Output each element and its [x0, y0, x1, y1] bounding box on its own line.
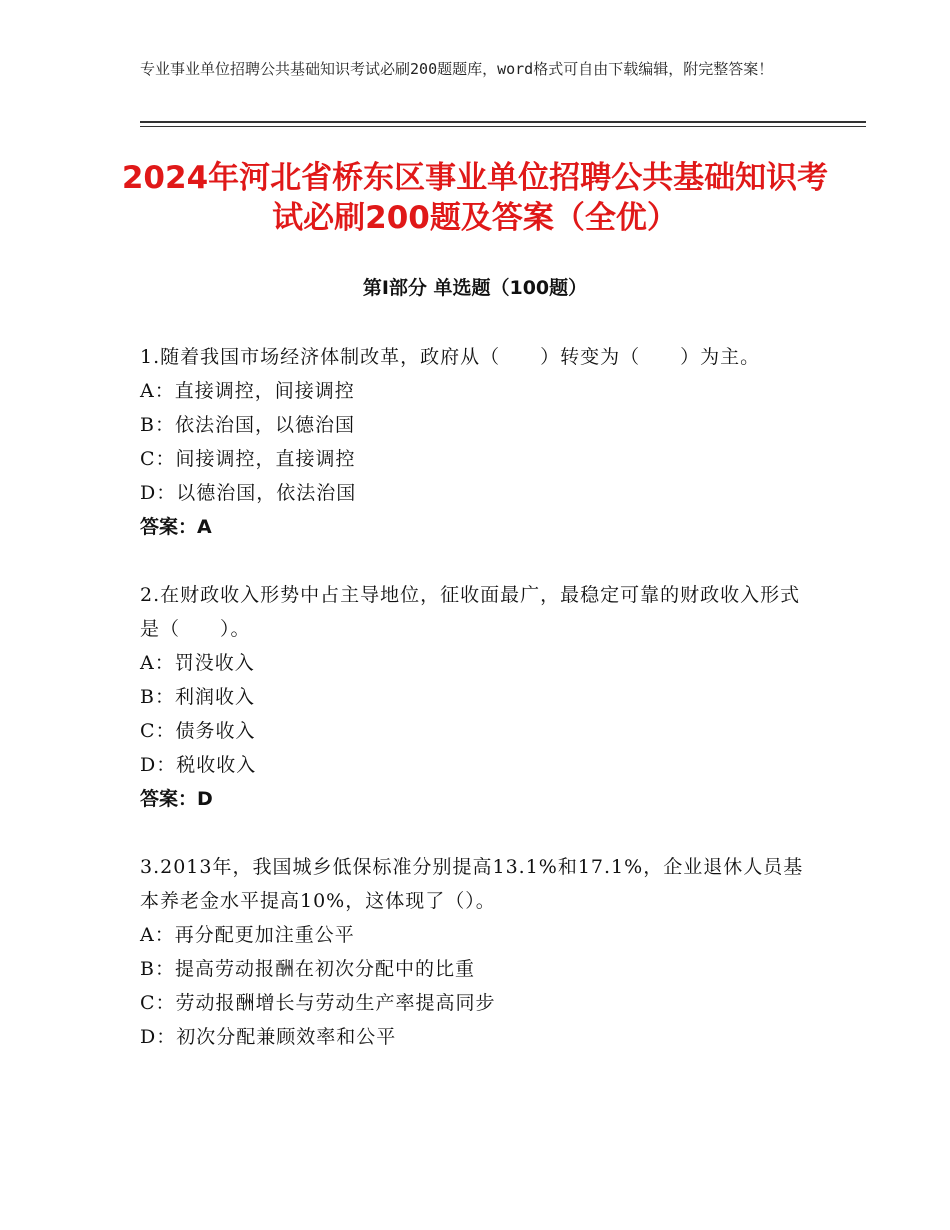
- document-title: 2024年河北省桥东区事业单位招聘公共基础知识考试必刷200题及答案（全优）: [121, 160, 829, 236]
- option-d: D：初次分配兼顾效率和公平: [140, 1026, 397, 1048]
- option-a: A：再分配更加注重公平: [140, 924, 355, 946]
- option-c: C：债务收入: [140, 720, 256, 742]
- option-c: C：劳动报酬增长与劳动生产率提高同步: [140, 992, 496, 1014]
- question-list: [140, 340, 810, 1088]
- option-a: A：罚没收入: [140, 652, 255, 674]
- option-b: B：依法治国，以德治国: [140, 414, 355, 436]
- question-item: [140, 578, 810, 816]
- answer-label: 答案：A: [140, 516, 212, 538]
- question-item: [140, 850, 810, 1054]
- option-a: A：直接调控，间接调控: [140, 380, 355, 402]
- option-d: D：以德治国，依法治国: [140, 482, 357, 504]
- question-stem: 3.2013年，我国城乡低保标准分别提高13.1%和17.1%，企业退休人员基本养老金水平提高10%，这体现了（）。: [140, 856, 804, 912]
- question-stem: 1.随着我国市场经济体制改革，政府从（ ）转变为（ ）为主。: [140, 346, 761, 368]
- question-item: [140, 340, 810, 544]
- question-stem: 2.在财政收入形势中占主导地位，征收面最广，最稳定可靠的财政收入形式是（ ）。: [140, 584, 801, 640]
- section-heading: 第Ⅰ部分 单选题（100题）: [362, 277, 588, 299]
- header-note: 专业事业单位招聘公共基础知识考试必刷200题题库，word格式可自由下载编辑，附完整答案！: [140, 60, 774, 78]
- header-divider-thin: [140, 126, 866, 127]
- option-c: C：间接调控，直接调控: [140, 448, 356, 470]
- option-b: B：利润收入: [140, 686, 255, 708]
- answer-label: 答案：D: [140, 788, 213, 810]
- header-divider: [140, 121, 866, 123]
- option-b: B：提高劳动报酬在初次分配中的比重: [140, 958, 475, 980]
- option-d: D：税收收入: [140, 754, 257, 776]
